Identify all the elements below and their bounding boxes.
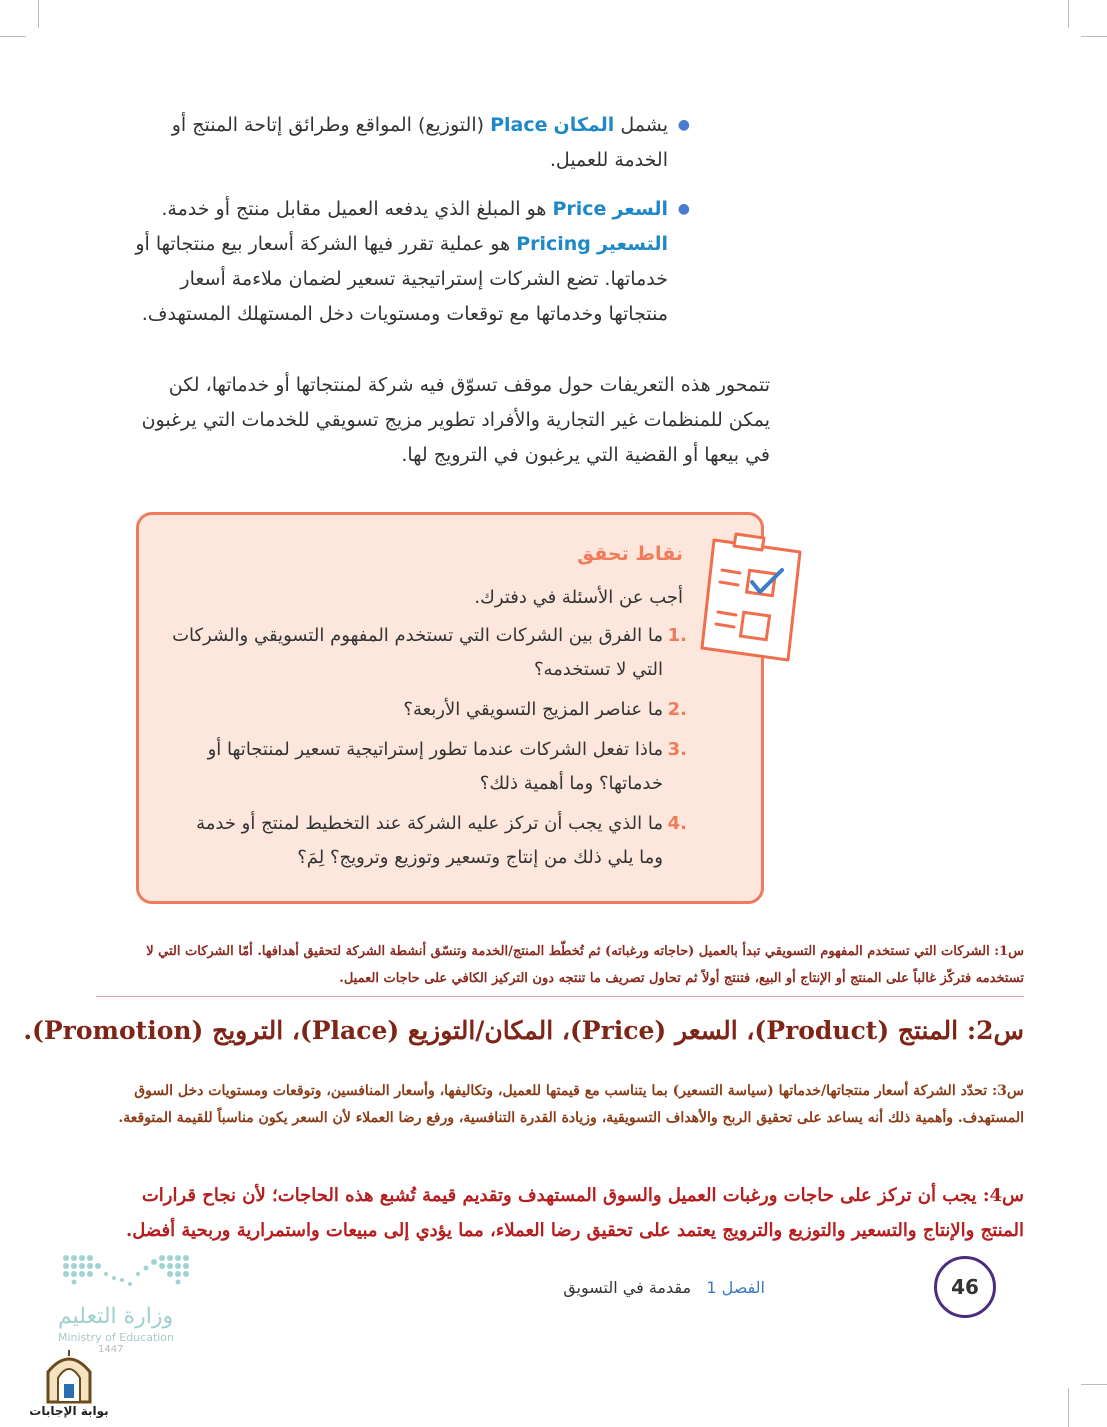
mosque-arch-icon (28, 1348, 110, 1404)
checkpoints-title: نقاط تحقق (577, 543, 683, 565)
question-item: .2 ما عناصر المزيج التسويقي الأربعة؟ (403, 699, 687, 720)
definitions-list (130, 108, 690, 346)
crop-mark (1068, 0, 1069, 28)
definition-price: ● السعر Price هو المبلغ الذي يدفعه العميل مقابل منتج أو خدمة. التسعير Pricing هو عملية تقرر فيها الشركة أسعار بيع منتجاتها أو خدماتها. تضع الشركات إستراتيجية تسعير لضمان ملاءمة أسعار منتجاتها وخدماتها مع توقعات ومستويات دخل المستهلك المستهدف. (130, 192, 690, 332)
crop-mark (1068, 1388, 1069, 1427)
term-pricing-en: Pricing (516, 233, 591, 255)
ministry-year: 1447 (98, 1344, 124, 1355)
ministry-name-en: Ministry of Education (58, 1331, 175, 1344)
crop-mark (1081, 1384, 1107, 1385)
question-item: .4 ما الذي يجب أن تركز عليه الشركة عند التخطيط لمنتج أو خدمة وما يلي ذلك من إنتاج وتسعير وتوزيع وترويج؟ لِمَ؟ (196, 813, 687, 868)
question-item: .3 ماذا تفعل الشركات عندما تطور إستراتيجية تسعير لمنتجاتها أو خدماتها؟ وما أهمية ذلك؟ (207, 739, 687, 794)
ministry-name-ar: وزارة التعليم (58, 1304, 174, 1329)
answer-4: س4: يجب أن تركز على حاجات ورغبات العميل والسوق المستهدف وتقديم قيمة تُشبع هذه الحاجات؛ لأن نجاح قرارات المنتج والإنتاج والتسعير والتوزيع والترويج يعتمد على تحقيق رضا العملاء، مما يؤدي إلى مبيعات واستمرارية وربحية أفضل. (126, 1185, 1024, 1241)
answer-1: س1: الشركات التي تستخدم المفهوم التسويقي تبدأ بالعميل (حاجاته ورغباته) ثم تُخطّط المنتج/الخدمة وتنسّق أنشطة الشركة لتحقيق أهدافها. أمّا الشركات التي لا تستخدمه فتركّز غالباً على المنتج أو الإنتاج أو البيع، فتنتج أولاً ثم تحاول تصريف ما تنتجه دون التركيز الكافي على حاجات العميل. (96, 938, 1024, 997)
term-price-ar: السعر (612, 198, 668, 220)
ministry-logo (58, 1250, 208, 1355)
page-number: 46 (934, 1256, 996, 1318)
term-place-ar: المكان (553, 114, 615, 136)
bullet-icon: ● (677, 201, 690, 217)
definition-place: ● يشمل المكان Place (التوزيع) المواقع وطرائق إتاحة المنتج أو الخدمة للعميل. (130, 108, 690, 178)
ministry-dots-icon (58, 1250, 198, 1294)
checkpoints-intro: أجب عن الأسئلة في دفترك. (474, 587, 683, 608)
chapter-caption: الفصل 1 مقدمة في التسويق (563, 1278, 765, 1297)
answers-portal-logo (28, 1348, 110, 1424)
term-pricing-ar: التسعير (596, 233, 668, 255)
term-price-en: Price (552, 198, 607, 220)
portal-label: بوابة الإجابات (29, 1404, 109, 1418)
crop-mark (0, 36, 26, 37)
question-item: .1 ما الفرق بين الشركات التي تستخدم المفهوم التسويقي والشركات التي لا تستخدمه؟ (172, 625, 687, 680)
checkpoints-box (136, 512, 764, 904)
crop-mark (38, 0, 39, 28)
answer-2: س2: المنتج (Product)، السعر (Price)، المكان/التوزيع (Place)، الترويج (Promotion). (23, 1016, 1024, 1045)
question-list (167, 619, 687, 881)
crop-mark (1081, 36, 1107, 37)
clipboard-checklist-icon (692, 520, 812, 670)
body-paragraph: تتمحور هذه التعريفات حول موقف تسوّق فيه شركة لمنتجاتها أو خدماتها، لكن يمكن للمنظمات غير التجارية والأفراد تطوير مزيج تسويقي للخدمات التي يرغبون في بيعها أو القضية التي يرغبون في الترويج لها. (141, 374, 770, 466)
bullet-icon: ● (677, 117, 690, 133)
term-place-en: Place (490, 114, 548, 136)
answer-3: س3: تحدّد الشركة أسعار منتجاتها/خدماتها (سياسة التسعير) بما يتناسب مع قيمتها للعميل، وتكاليفها، وأسعار المنافسين، وتوقعات ومستويات دخل السوق المستهدف. وأهمية ذلك أنه يساعد على تحقيق الربح والأهداف التسويقية، وزيادة القدرة التنافسية، ورفع رضا العملاء لأن السعر يكون مناسباً للقيمة المتوقعة. (118, 1083, 1024, 1126)
